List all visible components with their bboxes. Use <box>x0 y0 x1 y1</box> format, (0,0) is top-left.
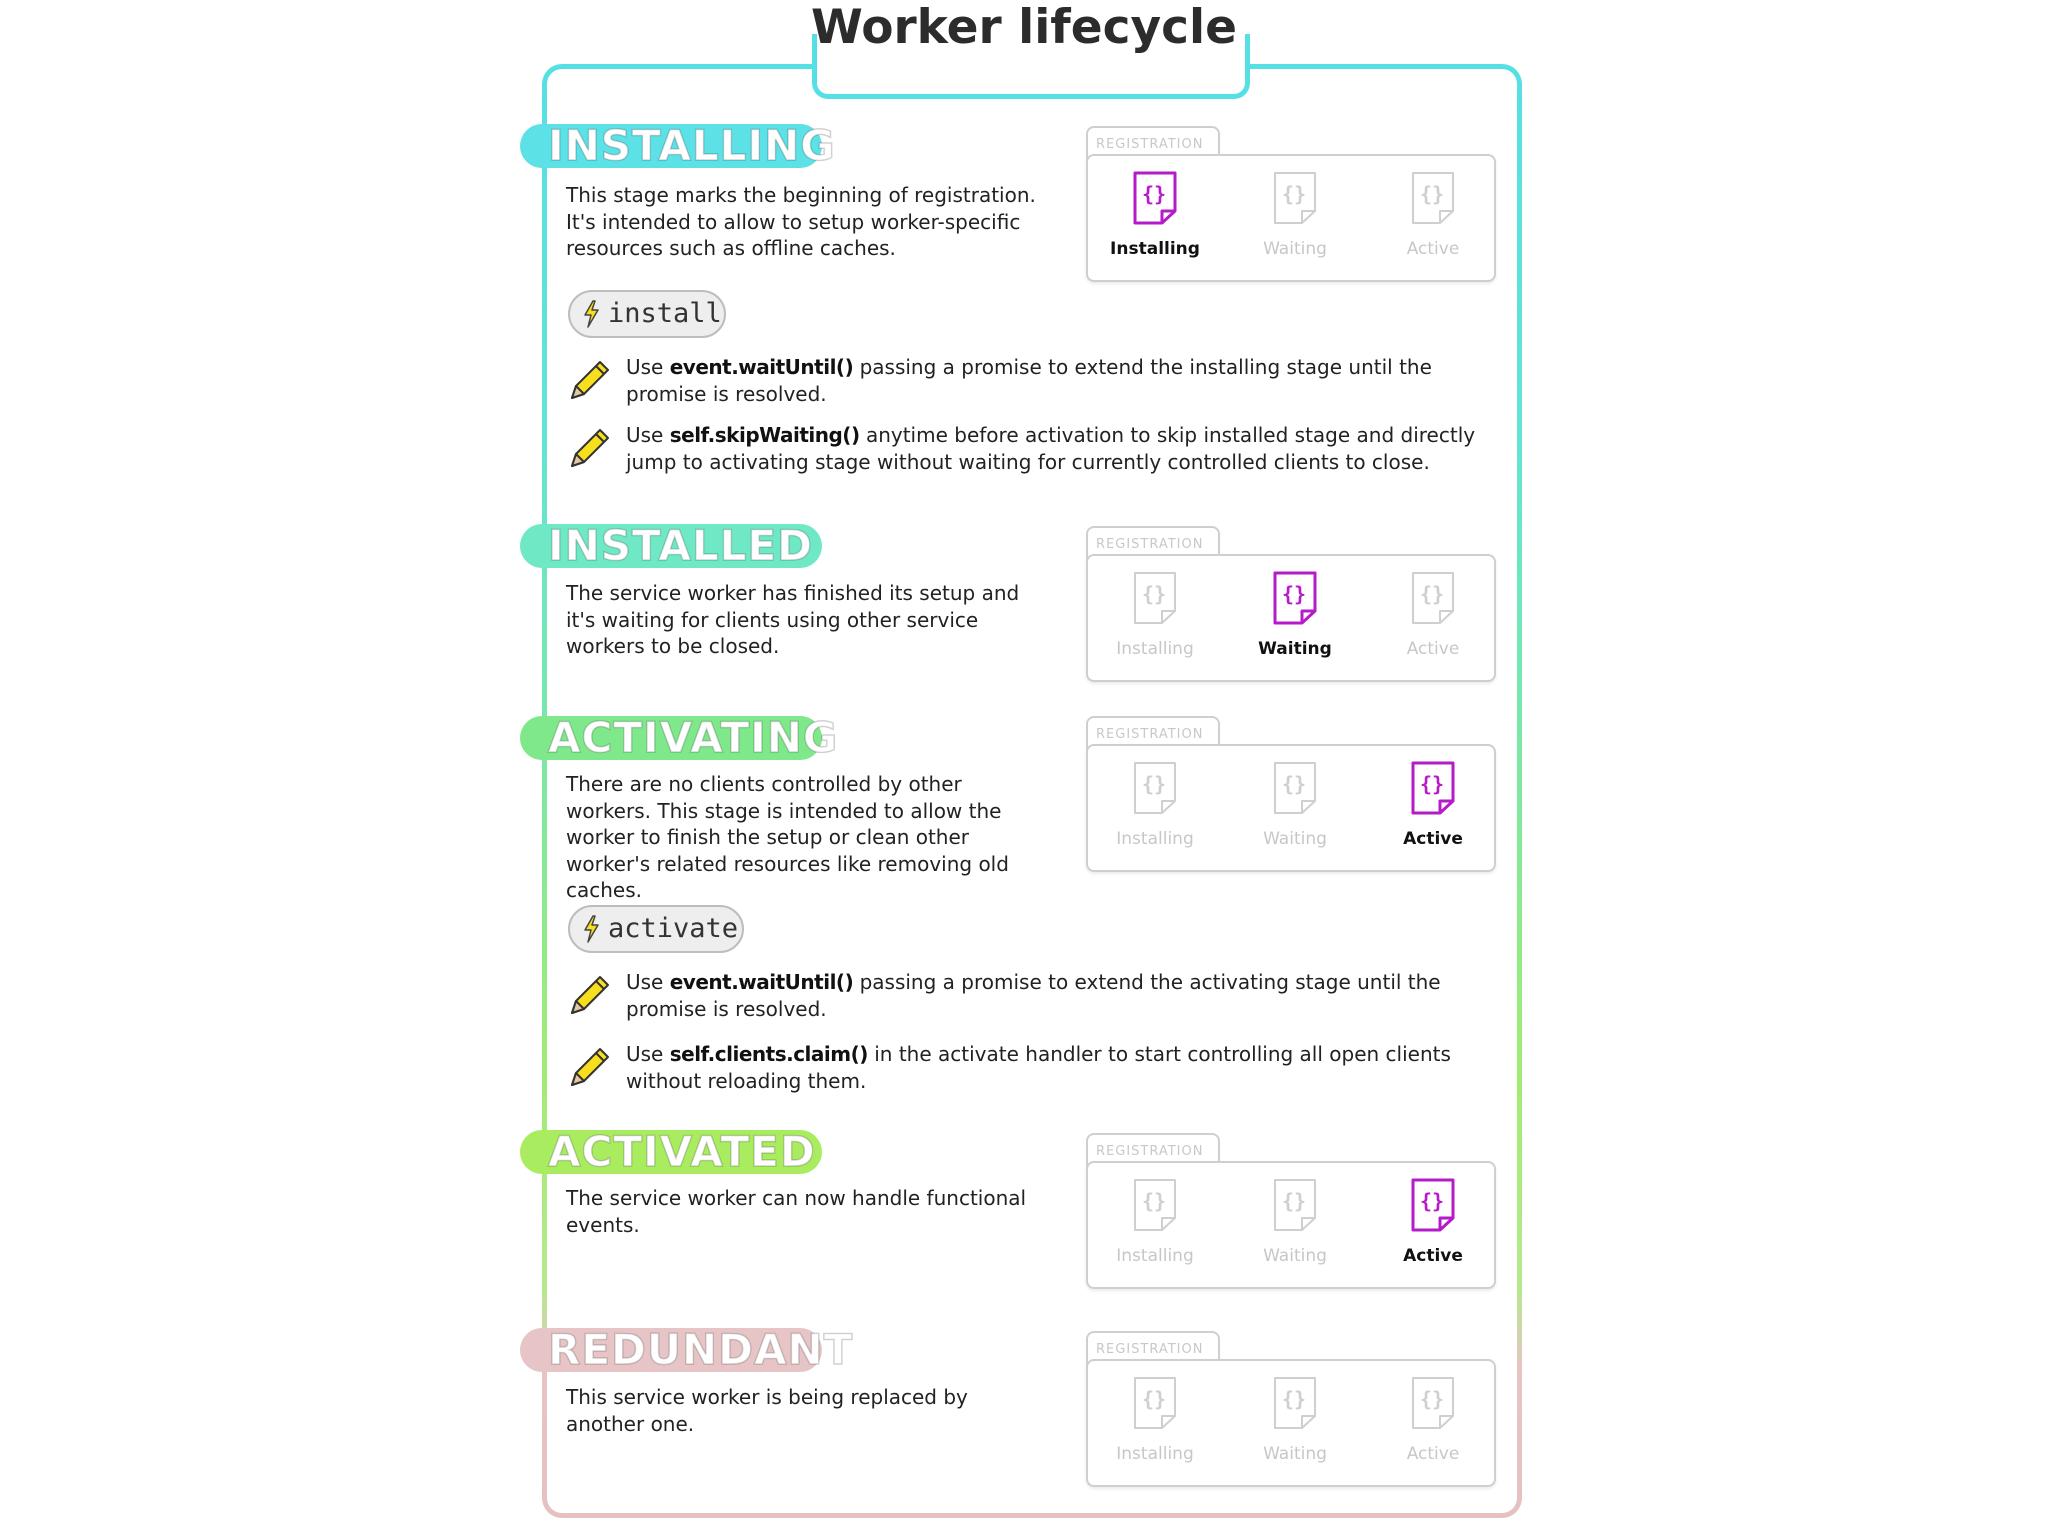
slot-label: Active <box>1406 239 1460 259</box>
svg-text:{}: {} <box>1281 772 1307 796</box>
svg-text:{}: {} <box>1141 1189 1167 1213</box>
svg-text:{}: {} <box>1141 1387 1167 1411</box>
svg-text:{}: {} <box>1281 1189 1307 1213</box>
registration-label: REGISTRATION <box>1096 727 1204 742</box>
stage-pill-activated <box>520 1127 822 1176</box>
event-badge-activate <box>568 905 744 953</box>
js-file-icon <box>1131 570 1179 626</box>
svg-text:{}: {} <box>1419 772 1445 796</box>
stage-description: There are no clients controlled by other workers. This stage is intended to allow the worker to finish the setup or clean other worker's related resources like removing old caches. <box>566 772 1009 902</box>
slot-label: Active <box>1403 1246 1463 1266</box>
slot-waiting <box>1240 760 1350 850</box>
stage-description: The service worker has finished its setup and it's waiting for clients using other service workers to be closed. <box>566 581 1020 658</box>
js-file-icon <box>1271 760 1319 816</box>
event-badge-install <box>568 290 726 338</box>
tip-suffix: passing a promise to extend the installing stage until the promise is resolved. <box>626 355 1432 406</box>
tip-prefix: Use <box>626 1042 670 1066</box>
stage-pill-installed <box>520 521 822 570</box>
slot-label: Active <box>1403 829 1463 849</box>
slot-installing <box>1100 170 1210 260</box>
stage-name: ACTIVATING <box>548 713 839 762</box>
stage-name: ACTIVATED <box>548 1127 816 1176</box>
tip-prefix: Use <box>626 355 670 379</box>
js-file-icon <box>1131 170 1179 226</box>
registration-label: REGISTRATION <box>1096 1342 1204 1357</box>
stage-name: REDUNDANT <box>548 1325 854 1374</box>
slot-installing <box>1100 1177 1210 1267</box>
lightning-bolt-icon <box>582 915 600 943</box>
slot-label: Installing <box>1116 639 1194 659</box>
slot-label: Installing <box>1116 829 1194 849</box>
svg-text:{}: {} <box>1419 182 1445 206</box>
registration-panel <box>1086 526 1496 688</box>
js-file-icon <box>1271 570 1319 626</box>
pencil-icon <box>568 358 612 402</box>
svg-text:{}: {} <box>1281 182 1307 206</box>
slot-waiting <box>1240 1375 1350 1465</box>
slot-label: Active <box>1406 639 1460 659</box>
slot-label: Installing <box>1116 1444 1194 1464</box>
tip-code: event.waitUntil() <box>669 970 854 994</box>
pencil-icon <box>568 973 612 1017</box>
js-file-icon <box>1409 1375 1457 1431</box>
svg-text:{}: {} <box>1141 772 1167 796</box>
slot-waiting <box>1240 570 1350 660</box>
slot-active <box>1378 1375 1488 1465</box>
svg-text:{}: {} <box>1281 1387 1307 1411</box>
js-file-icon <box>1271 1177 1319 1233</box>
tip-suffix: anytime before activation to skip installed stage and directly jump to activating stage without waiting for currently controlled clients to close. <box>626 423 1476 474</box>
tip-suffix: in the activate handler to start controlling all open clients without reloading them. <box>626 1042 1451 1093</box>
svg-text:{}: {} <box>1141 182 1167 206</box>
js-file-icon <box>1409 760 1457 816</box>
svg-text:{}: {} <box>1419 1189 1445 1213</box>
slot-active <box>1378 1177 1488 1267</box>
slot-active <box>1378 170 1488 260</box>
js-file-icon <box>1131 1177 1179 1233</box>
tip-code: event.waitUntil() <box>669 355 854 379</box>
tip-prefix: Use <box>626 970 670 994</box>
tip-item <box>566 969 1516 1029</box>
event-name: install <box>608 298 722 329</box>
registration-panel <box>1086 1331 1496 1493</box>
slot-active <box>1378 570 1488 660</box>
pencil-icon <box>568 426 612 470</box>
tip-item <box>566 1041 1516 1101</box>
tip-code: self.clients.claim() <box>669 1042 868 1066</box>
registration-panel <box>1086 126 1496 288</box>
pencil-icon <box>568 1045 612 1089</box>
tip-prefix: Use <box>626 423 670 447</box>
js-file-icon <box>1409 570 1457 626</box>
js-file-icon <box>1131 760 1179 816</box>
slot-waiting <box>1240 170 1350 260</box>
registration-panel <box>1086 716 1496 878</box>
stage-description: This stage marks the beginning of registration. It's intended to allow to setup worker-specific resources such as offline caches. <box>566 183 1036 260</box>
page-title: Worker lifecycle <box>811 0 1237 55</box>
registration-panel <box>1086 1133 1496 1295</box>
slot-label: Waiting <box>1263 239 1327 259</box>
slot-installing <box>1100 1375 1210 1465</box>
stage-name: INSTALLING <box>548 121 836 170</box>
slot-waiting <box>1240 1177 1350 1267</box>
slot-label: Waiting <box>1258 639 1332 659</box>
registration-label: REGISTRATION <box>1096 1144 1204 1159</box>
slot-installing <box>1100 760 1210 850</box>
svg-text:{}: {} <box>1141 582 1167 606</box>
svg-text:{}: {} <box>1419 582 1445 606</box>
slot-active <box>1378 760 1488 850</box>
stage-pill-activating <box>520 713 839 762</box>
event-name: activate <box>608 913 739 944</box>
js-file-icon <box>1131 1375 1179 1431</box>
svg-text:{}: {} <box>1419 1387 1445 1411</box>
tip-code: self.skipWaiting() <box>669 423 860 447</box>
stage-description: This service worker is being replaced by another one. <box>566 1385 968 1436</box>
slot-label: Waiting <box>1263 829 1327 849</box>
tip-item <box>566 354 1516 414</box>
stage-name: INSTALLED <box>548 521 813 570</box>
js-file-icon <box>1409 170 1457 226</box>
registration-label: REGISTRATION <box>1096 537 1204 552</box>
slot-installing <box>1100 570 1210 660</box>
tip-item <box>566 422 1516 482</box>
stage-pill-installing <box>520 121 836 170</box>
slot-label: Installing <box>1110 239 1200 259</box>
registration-label: REGISTRATION <box>1096 137 1204 152</box>
js-file-icon <box>1271 170 1319 226</box>
svg-text:{}: {} <box>1281 582 1307 606</box>
stage-pill-redundant <box>520 1325 854 1374</box>
lightning-bolt-icon <box>582 300 600 328</box>
slot-label: Waiting <box>1263 1444 1327 1464</box>
slot-label: Active <box>1406 1444 1460 1464</box>
slot-label: Installing <box>1116 1246 1194 1266</box>
tip-suffix: passing a promise to extend the activating stage until the promise is resolved. <box>626 970 1441 1021</box>
js-file-icon <box>1409 1177 1457 1233</box>
slot-label: Waiting <box>1263 1246 1327 1266</box>
js-file-icon <box>1271 1375 1319 1431</box>
stage-description: The service worker can now handle functional events. <box>566 1186 1027 1237</box>
